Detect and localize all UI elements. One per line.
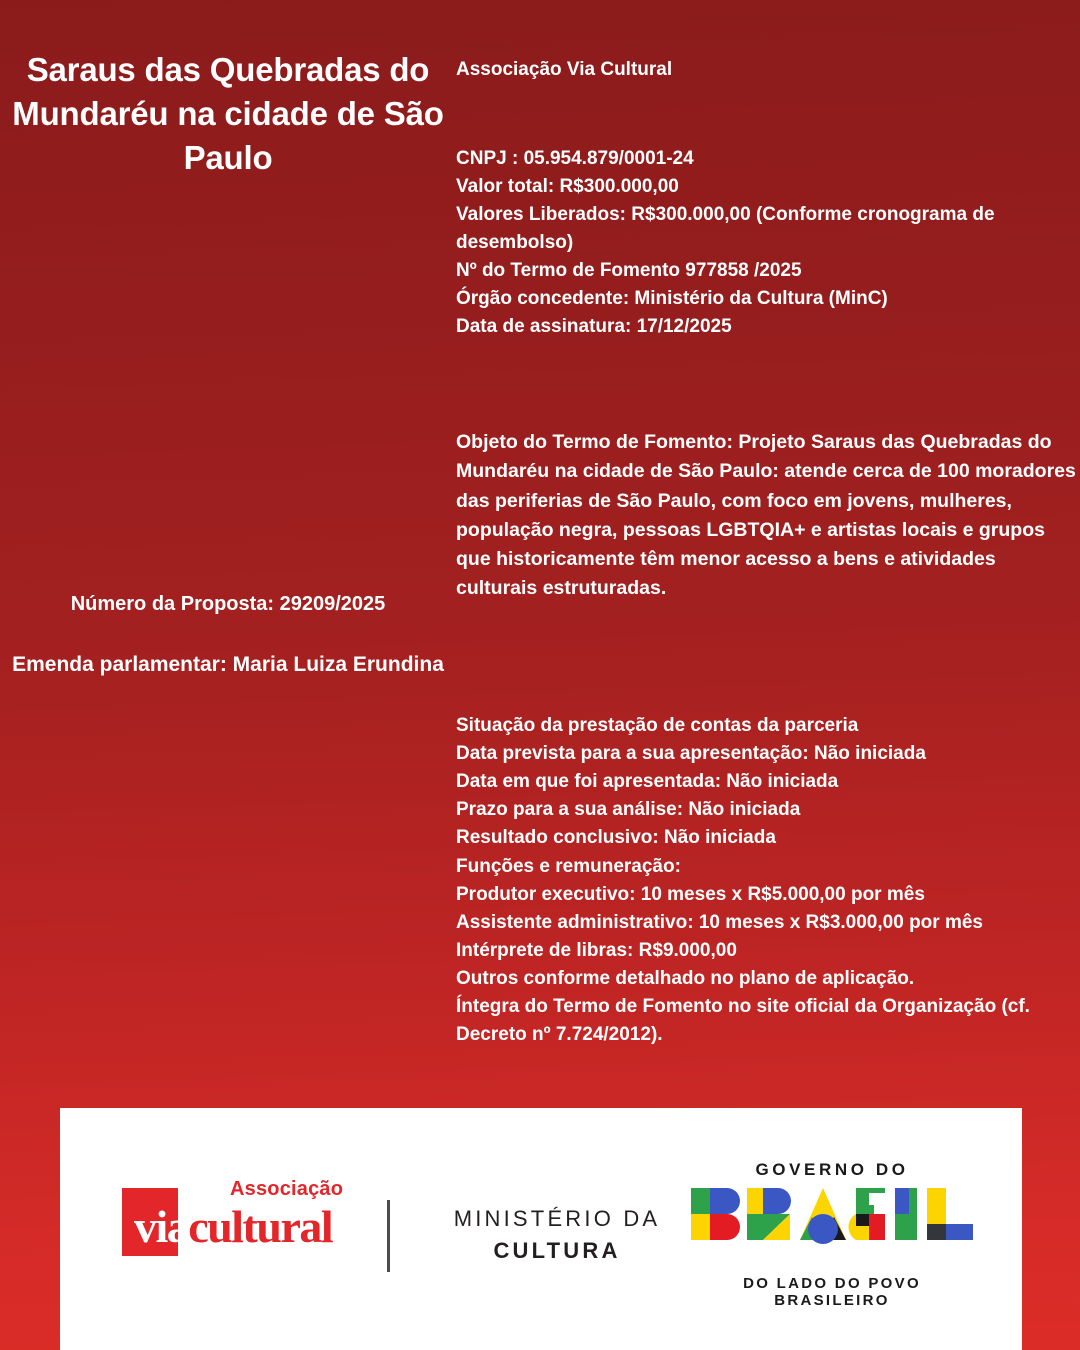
contract-line-released: Valores Liberados: R$300.000,00 (Conforme cronograma de desembolso) bbox=[456, 203, 995, 253]
via-cultural-wordmark-via: via bbox=[134, 1201, 189, 1252]
accountability-block bbox=[456, 712, 1078, 1049]
organization-name: Associação Via Cultural bbox=[456, 59, 673, 80]
via-cultural-wordmark bbox=[134, 1201, 333, 1252]
page-title: Saraus das Quebradas do Mundaréu na cidade de São Paulo bbox=[12, 51, 444, 176]
accountability-heading: Situação da prestação de contas da parceria bbox=[456, 715, 859, 736]
fomento-object-description: Objeto do Termo de Fomento: Projeto Saraus das Quebradas do Mundaréu na cidade de São Paulo: atende cerca de 100 moradores das periferias de São Paulo, com foco em jovens, mulheres, população negra, pessoas LGBTQIA+ e artistas locais e grupos que historicamente têm menor acesso a bens e atividades culturais estruturadas. bbox=[456, 431, 1076, 600]
accountability-expected-date: Data prevista para a sua apresentação: Não iniciada bbox=[456, 743, 926, 765]
parliamentary-amendment: Emenda parlamentar: Maria Luiza Erundina bbox=[12, 653, 444, 676]
role-admin-assistant: Assistente administrativo: 10 meses x R$3.000,00 por mês bbox=[456, 911, 983, 933]
role-executive-producer: Produtor executivo: 10 meses x R$5.000,00 por mês bbox=[456, 883, 925, 905]
contract-details-block bbox=[456, 145, 1076, 340]
via-cultural-wordmark-cultural: cultural bbox=[188, 1201, 333, 1252]
contract-line-grantor: Órgão concedente: Ministério da Cultura (MinC) bbox=[456, 287, 888, 309]
proposal-number: Número da Proposta: 29209/2025 bbox=[70, 593, 386, 615]
minc-label-line1: MINISTÉRIO DA bbox=[453, 1206, 661, 1231]
via-cultural-logo bbox=[122, 1178, 344, 1256]
gov-brasil-top-label: GOVERNO DO bbox=[755, 1160, 909, 1179]
role-others-note: Outros conforme detalhado no plano de aplicação. bbox=[456, 967, 915, 989]
contract-line-cnpj: CNPJ : 05.954.879/0001-24 bbox=[456, 148, 694, 169]
accountability-analysis-deadline: Prazo para a sua análise: Não iniciada bbox=[456, 799, 801, 821]
roles-heading: Funções e remuneração: bbox=[456, 855, 681, 877]
ministerio-da-cultura-logo bbox=[442, 1203, 672, 1267]
left-column bbox=[0, 0, 452, 1100]
right-column bbox=[456, 0, 1080, 1100]
gov-brasil-wordmark-icon bbox=[691, 1188, 973, 1266]
role-sign-language-interpreter: Intérprete de libras: R$9.000,00 bbox=[456, 939, 737, 961]
via-cultural-assoc-label: Associação bbox=[230, 1178, 344, 1200]
accountability-conclusive-result: Resultado conclusivo: Não iniciada bbox=[456, 827, 776, 849]
minc-label-line2: CULTURA bbox=[493, 1237, 621, 1263]
accountability-submitted-date: Data em que foi apresentada: Não iniciada bbox=[456, 771, 839, 793]
contract-line-sign-date: Data de assinatura: 17/12/2025 bbox=[456, 315, 732, 337]
full-term-availability-note: Íntegra do Termo de Fomento no site oficial da Organização (cf. Decreto nº 7.724/2012). bbox=[456, 996, 1030, 1046]
contract-line-term-number: Nº do Termo de Fomento 977858 /2025 bbox=[456, 259, 802, 281]
gov-brasil-bottom-label: DO LADO DO POVO BRASILEIRO bbox=[743, 1275, 921, 1309]
contract-line-total-value: Valor total: R$300.000,00 bbox=[456, 175, 679, 197]
footer-logo-card bbox=[60, 1108, 1022, 1350]
footer-vertical-divider bbox=[387, 1200, 390, 1272]
governo-do-brasil-logo bbox=[688, 1160, 976, 1309]
